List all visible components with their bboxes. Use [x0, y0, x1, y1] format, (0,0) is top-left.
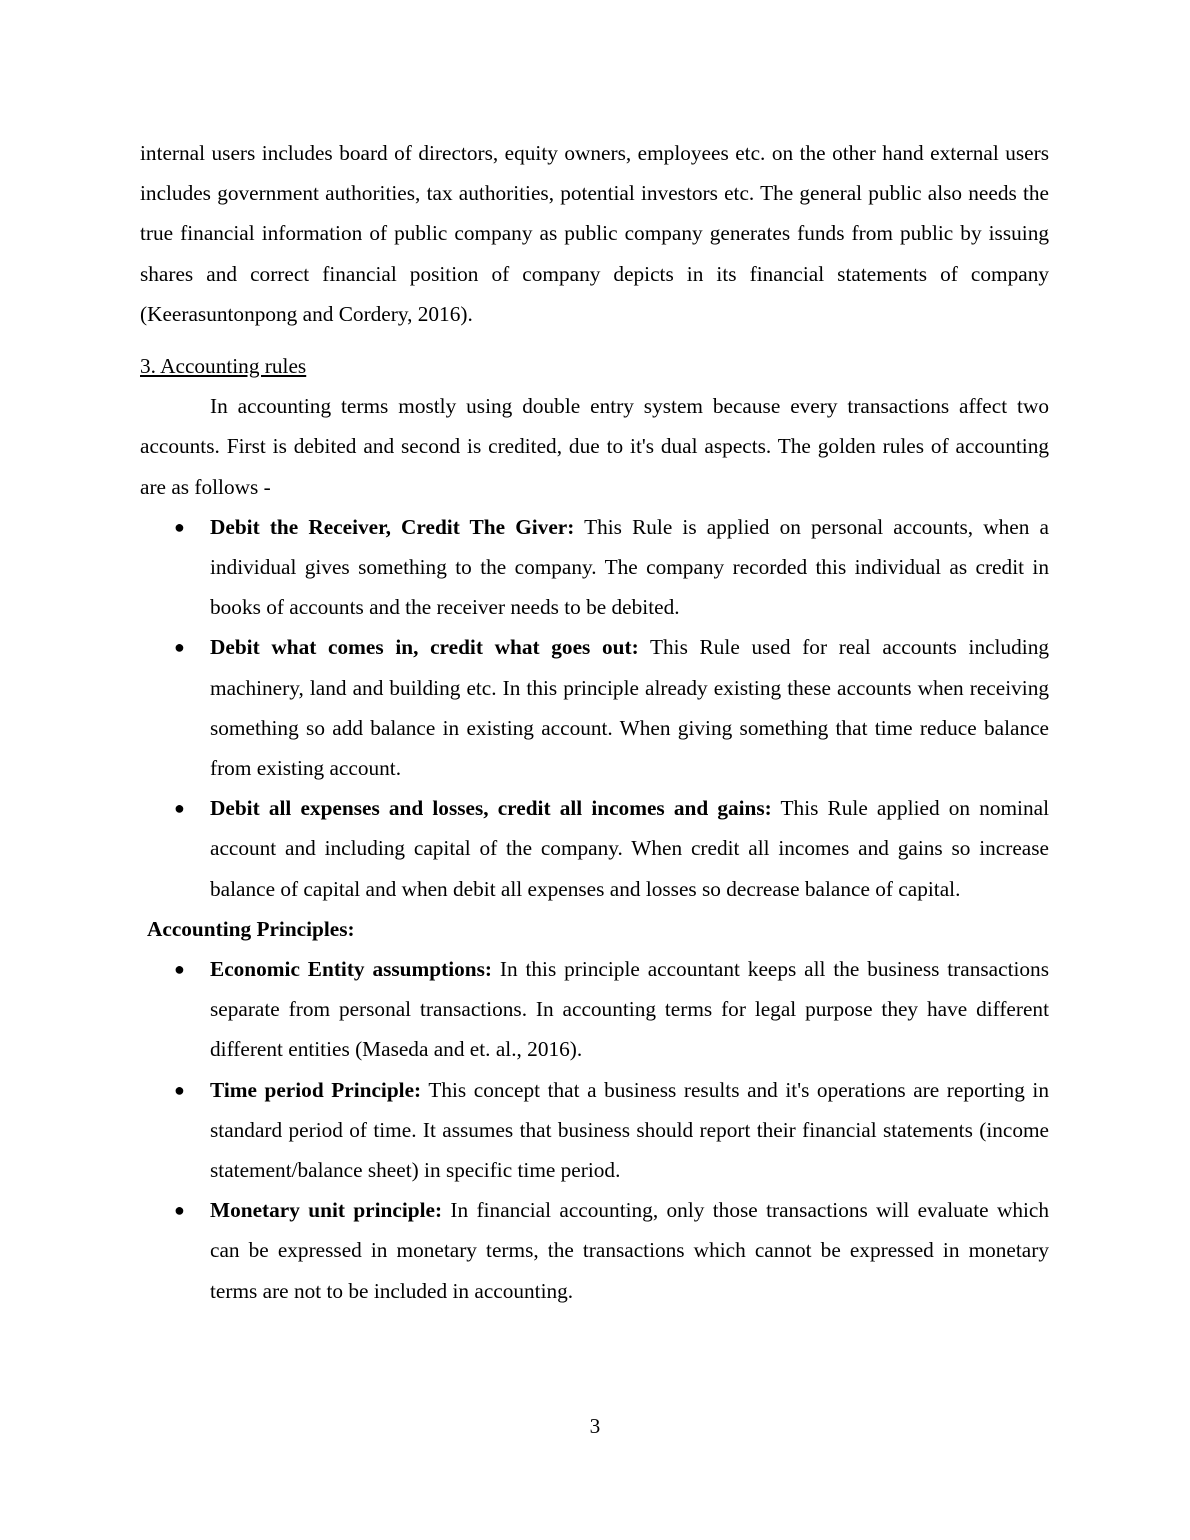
rule-text: This Rule used for real accounts including machinery, land and building etc. In this principle already existing these accounts when receiving something so add balance in existing account. When giving something that time reduce balance from existing account. [210, 635, 1049, 781]
rule-title: Debit the Receiver, Credit The Giver: [210, 514, 575, 539]
principle-text: In financial accounting, only those transactions will evaluate which can be expressed in monetary terms, the transactions which cannot be expressed in monetary terms are not to be included in accounting. [210, 1198, 1050, 1303]
rule-title: Debit what comes in, credit what goes out: [210, 635, 639, 660]
principle-title: Economic Entity assumptions: [210, 957, 492, 982]
page-number: 3 [589, 1414, 601, 1438]
principle-title: Time period Principle: [210, 1077, 422, 1102]
accounting-rules-paragraph: In accounting terms mostly using double entry system because every transactions affect two accounts. First is debited and second is credited, due to it's dual aspects. The golden rules of accounting are as follows - [140, 394, 1049, 499]
list-item [140, 788, 1049, 909]
principles-heading: Accounting Principles: [147, 916, 355, 941]
section-heading-accounting-rules: 3. Accounting rules [140, 354, 307, 379]
bullet-icon: ● [174, 1079, 185, 1100]
list-item [140, 507, 1049, 628]
rule-title: Debit all expenses and losses, credit all incomes and gains: [210, 796, 772, 821]
list-item [140, 627, 1049, 788]
list-item [140, 949, 1049, 1070]
bullet-icon: ● [174, 516, 185, 537]
principle-text: In this principle accountant keeps all the business transactions separate from personal transactions. In accounting terms for legal purpose they have different different entities (Maseda and et. al., 2016). [210, 957, 1049, 1062]
document-page [140, 133, 1049, 1311]
principle-title: Monetary unit principle: [210, 1198, 443, 1223]
bullet-icon: ● [174, 798, 185, 819]
accounting-principles-list [140, 949, 1049, 1311]
rule-text: This Rule is applied on personal accounts, when a individual gives something to the company. The company recorded this individual as credit in books of accounts and the receiver needs to be debited. [210, 514, 1049, 620]
bullet-icon: ● [174, 959, 185, 980]
bullet-icon: ● [174, 637, 185, 658]
list-item [140, 1070, 1049, 1191]
bullet-icon: ● [174, 1200, 185, 1221]
golden-rules-list [140, 507, 1049, 909]
list-item [140, 1190, 1049, 1311]
intro-paragraph: internal users includes board of directors, equity owners, employees etc. on the other hand external users includes government authorities, tax authorities, potential investors etc. The general public also needs the true financial information of public company as public company generates funds from public by issuing shares and correct financial position of company depicts in its financial statements of company (Keerasuntonpong and Cordery, 2016). [140, 141, 1049, 326]
rule-text: This Rule applied on nominal account and including capital of the company. When credit all incomes and gains so increase balance of capital and when debit all expenses and losses so decrease balance of capital. [210, 796, 1049, 901]
principle-text: This concept that a business results and it's operations are reporting in standard period of time. It assumes that business should report their financial statements (income statement/balance sheet) in specific time period. [210, 1077, 1050, 1183]
